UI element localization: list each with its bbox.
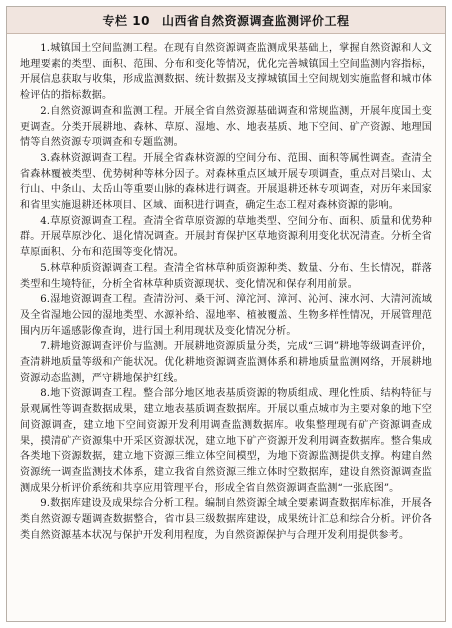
paragraph-germplasm: 5.林草种质资源调查工程。查清全省林草种质资源种类、数量、分布、生长情况，群落类型和生境特征，分析全省林草种质资源现状、变化情况和保存利用前景。 [20, 262, 432, 290]
paragraph-forest: 3.森林资源调查工程。开展全省森林资源的空间分布、范围、面积等属性调查。查清全省森林覆被类型、优势树种等林分因子。对森林重点区域开展专项调查，重点对吕梁山、太行山、中条山、太岳山等重要山脉的森林进行调查。开展退耕还林专项调查，对历年来国家和省里实施退耕还林项目、区域、面积进行调查，确定生态工程对森林资源的影响。 [20, 152, 432, 212]
paragraph-urban-monitoring: 1.城镇国土空间监测工程。在现有自然资源调查监测成果基础上，掌握自然资源和人文地理要素的类型、面积、范围、分布和变化等情况，优化完善城镇国土空间监测内容指标，开展信息获取与收集，形成监测数据、统计数据及支撑城镇国土空间规划实施监督和城市体检评估的指标数据。 [20, 43, 432, 102]
paragraph-farmland: 7.耕地资源调查评价与监测。开展耕地资源质量分类，完成“三调”耕地等级调查评价，查清耕地质量等级和产能状况。优化耕地资源调查监测体系和耕地质量监测网络，开展耕地资源动态监测，严守耕地保护红线。 [20, 341, 432, 384]
box-label: 专栏 10 [102, 13, 150, 28]
feature-box [6, 6, 446, 622]
paragraph-database: 9.数据库建设及成果综合分析工程。编制自然资源全域全要素调查数据库标准，开展各类自然资源专题调查数据整合，省市县三级数据库建设，成果统计汇总和综合分析。评价各类自然资源基本状况与保护开发利用程度，为自然资源保护与合理开发利用提供参考。 [20, 498, 432, 541]
paragraph-grassland: 4.草原资源调查工程。查清全省草原资源的草地类型、空间分布、面积、质量和优势种群。开展草原沙化、退化情况调查。开展封育保护区草地资源利用变化状况清查。分析全省草原面积、分布和范围等变化情况。 [20, 215, 432, 259]
paragraph-resource-survey: 2.自然资源调查和监测工程。开展全省自然资源基础调查和常规监测，开展年度国土变更调查。分类开展耕地、森林、草原、湿地、水、地表基质、地下空间、矿产资源、地理国情等自然资源专项调查和专题监测。 [20, 105, 432, 149]
paragraph-underground: 8.地下资源调查工程。整合部分地区地表基质资源的物质组成、理化性质、结构特征与景观属性等调查数据成果，建立地表基质调查数据库。开展以重点城市为主要对象的地下空间资源调查，建立地下空间资源开发利用调查监测数据库。收集整理现有矿产资源调查成果，摸清矿产资源集中开采区资源状况，建立地下矿产资源开发利用调查数据库。整合集成各类地下资源数据，建立地下资源三维立体空间模型，为地下资源监测提供支撑。构建自然资源统一调查监测技术体系，建立我省自然资源三维立体时空数据库，建设自然资源调查监测成果分析评价系统和共享应用管理平台，形成全省自然资源调查监测“一张底图”。 [20, 388, 432, 494]
box-title: 山西省自然资源调查监测评价工程 [161, 13, 350, 28]
box-header [7, 7, 445, 34]
box-body [7, 34, 445, 544]
paragraph-wetland: 6.湿地资源调查工程。查清汾河、桑干河、漳沱河、漳河、沁河、涑水河、大清河流域及全省湿地公园的湿地类型、水源补给、湿地率、植被覆盖、生物多样性情况，开展管理范围内历年遥感影像查询，进行国土利用现状及变化情况分析。 [20, 294, 432, 337]
